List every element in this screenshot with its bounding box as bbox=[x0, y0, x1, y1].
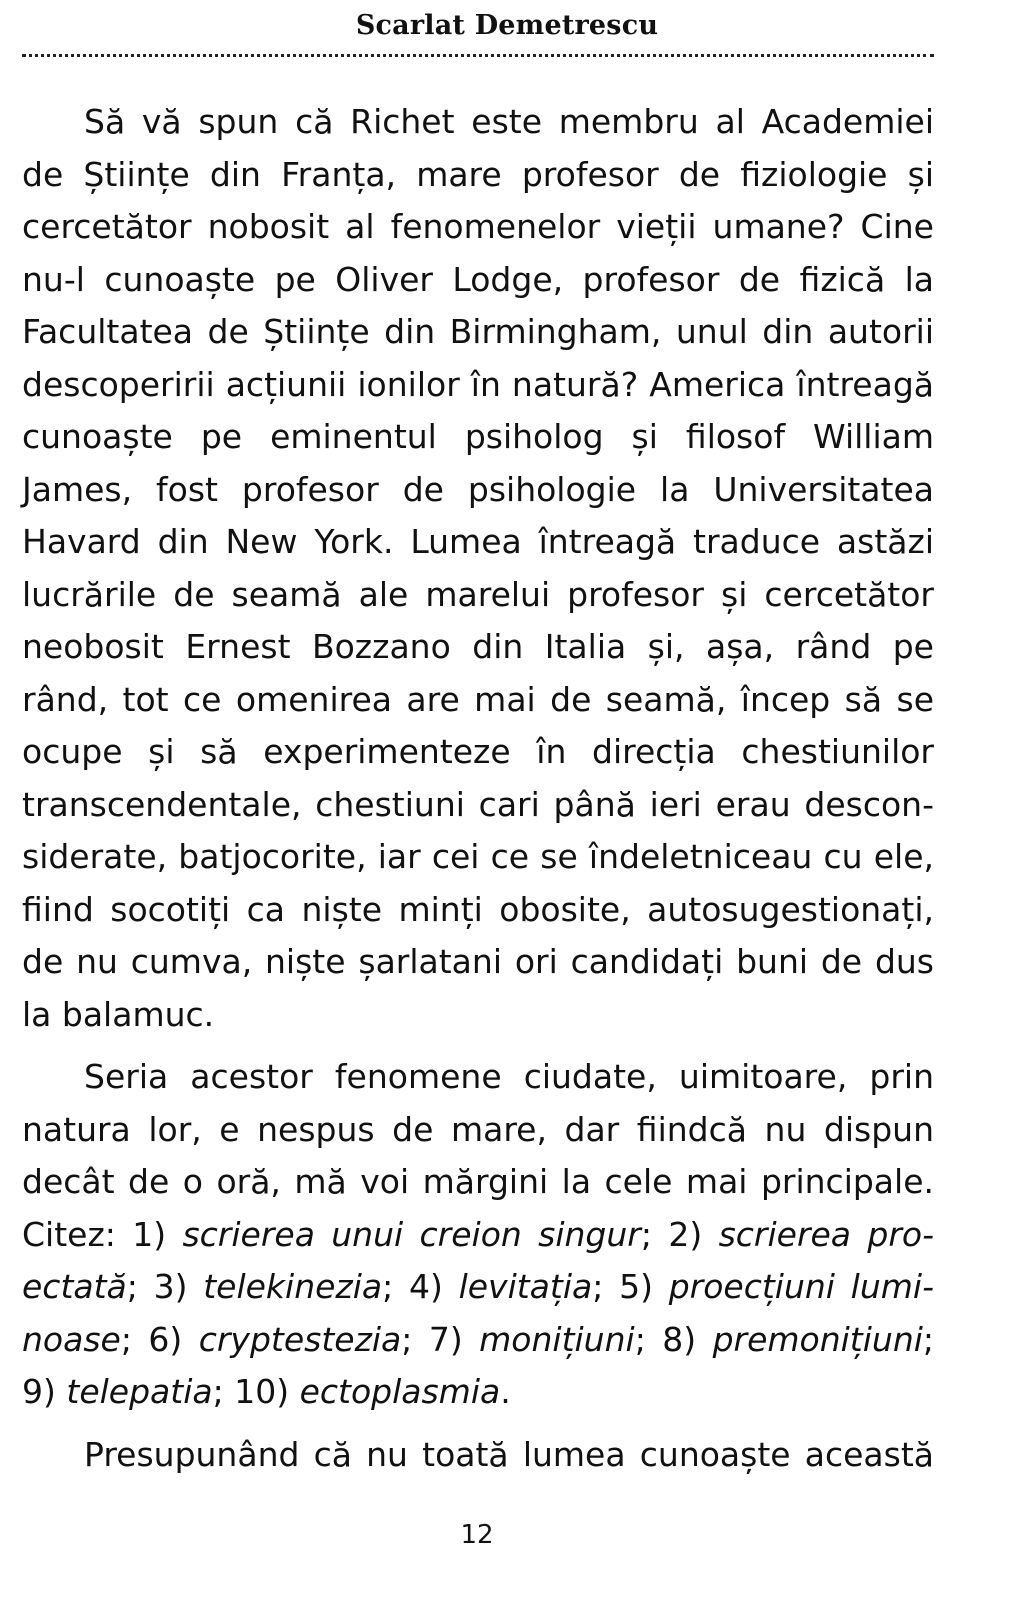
separator: ; 6) bbox=[120, 1319, 199, 1359]
separator: ; 4) bbox=[382, 1267, 459, 1306]
phenomenon-7: monițiuni bbox=[479, 1319, 635, 1359]
separator: ; 3) bbox=[126, 1267, 204, 1306]
phenomenon-8: premonițiuni bbox=[712, 1319, 923, 1359]
paragraph-3-text: Presupunând că nu toată lumea cunoaște această bbox=[84, 1434, 934, 1474]
phenomenon-2: scrierea proectată bbox=[22, 1214, 935, 1306]
phenomenon-5: proecțiuni luminoase bbox=[22, 1267, 934, 1359]
paragraph-2 bbox=[22, 1051, 934, 1419]
paragraph-3 bbox=[22, 1429, 934, 1482]
page-number: 12 bbox=[460, 1520, 494, 1550]
separator: ; 10) bbox=[212, 1372, 300, 1411]
terminal-period: . bbox=[500, 1372, 511, 1411]
phenomenon-9: telepatia bbox=[66, 1372, 213, 1411]
body-text bbox=[22, 96, 934, 1481]
phenomenon-6: cryptestezia bbox=[198, 1319, 402, 1359]
dotted-header-rule bbox=[22, 54, 934, 57]
separator: ; 8) bbox=[634, 1319, 713, 1359]
separator: ; 2) bbox=[640, 1214, 719, 1254]
separator: ; 5) bbox=[592, 1267, 669, 1306]
separator: ; 9) bbox=[22, 1319, 935, 1411]
running-head-author: Scarlat Demetrescu bbox=[355, 10, 659, 41]
paragraph-2-text: Seria acestor fenomene ciudate, uimitoare, prin natura lor, e nespus de mare, dar fiindcă nu dispun decât de o oră, mă voi mărgini la cele mai principale. Citez: 1) bbox=[22, 1057, 934, 1254]
phenomenon-3: telekinezia bbox=[203, 1267, 383, 1306]
paragraph-1 bbox=[22, 96, 934, 1041]
phenomenon-4: levitația bbox=[458, 1267, 593, 1306]
separator: ; 7) bbox=[401, 1319, 480, 1359]
paragraph-1-text: Să vă spun că Richet este membru al Academiei de Științe din Franța, mare profesor de fiziologie și cercetător nobosit al fenomenelor vieții umane? Cine nu-l cunoaște pe Oliver Lodge, profesor de fizică la Facultatea de Științe din Birmingham, unul din autorii descoperirii acțiunii ionilor în natură? America întreagă cunoaște pe eminentul psiholog și filosof William James, fost profesor de psihologie la Universitatea Havard din New York. Lumea întreagă traduce astăzi lucrările de seamă ale marelui profesor și cercetător neobosit Ernest Bozzano din Italia și, așa, rând pe rând, tot ce omenirea are mai de seamă, încep să se ocupe și să experimenteze în direcția chestiunilor transcendentale, chestiuni cari până ieri erau desconsiderate, batjocorite, iar cei ce se îndeletniceau cu ele, fiind socotiți ca niște minți obosite, autosugestionați, de nu cumva, niște șarlatani ori candidați buni de dus la balamuc. bbox=[22, 102, 934, 1034]
phenomenon-10: ectoplasmia bbox=[299, 1372, 501, 1411]
phenomenon-1: scrierea unui creion singur bbox=[182, 1214, 641, 1254]
